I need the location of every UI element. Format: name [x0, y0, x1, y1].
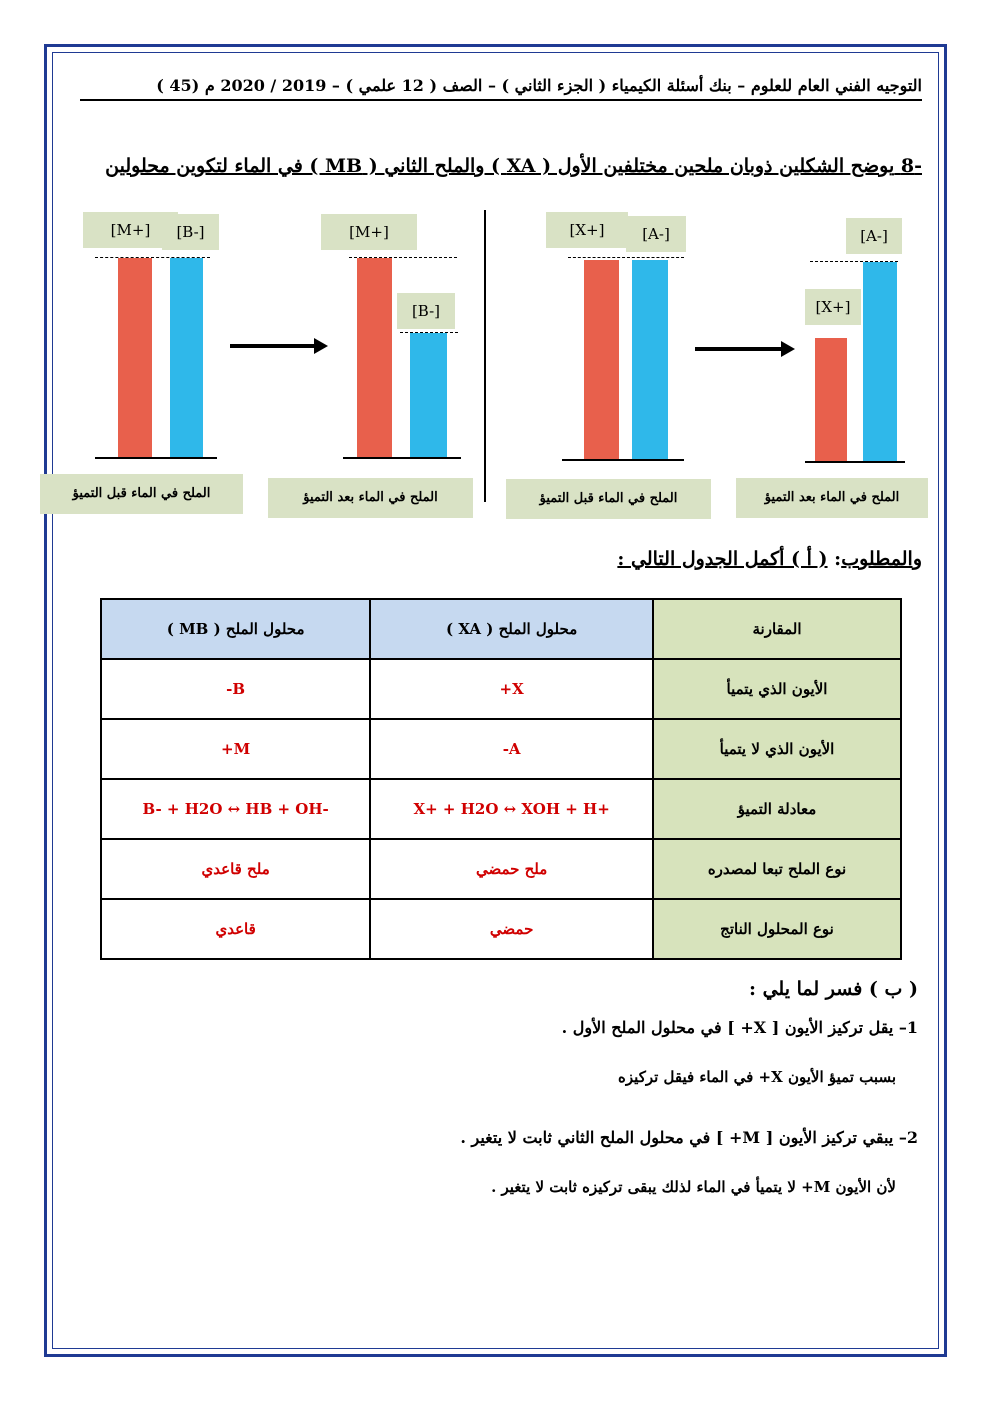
baseline: [95, 457, 217, 459]
table-row: [101, 839, 901, 899]
bar-cation-x: [584, 260, 619, 460]
cell-mb: B-: [101, 659, 370, 719]
bar-anion-b: [410, 333, 447, 458]
table-header-row: [101, 599, 901, 659]
ion-label-a-before: [A-]: [626, 216, 686, 252]
row-label: الأيون الذي يتميأ: [653, 659, 901, 719]
explain-item-2: [460, 1128, 918, 1147]
item-number: 1–: [898, 1018, 918, 1037]
cell-mb: B- + H2O ↔ HB + OH-: [101, 779, 370, 839]
cell-mb: M+: [101, 719, 370, 779]
cell-xa: حمضي: [370, 899, 653, 959]
table-row: [101, 719, 901, 779]
bar-cation-x: [815, 338, 847, 462]
baseline: [562, 459, 684, 461]
page-header: التوجيه الفني العام للعلوم – بنك أسئلة الكيمياء ( الجزء الثاني ) – الصف ( 12 علمي ) – 2019 / 2020 م (45 ): [80, 76, 922, 101]
required-label: والمطلوب: [841, 548, 922, 570]
ion-label-x-after: [X+]: [805, 289, 861, 325]
ion-label-b-before: [B-]: [162, 214, 219, 250]
question-number: -8: [900, 155, 922, 177]
header-xa: محلول الملح ( XA ): [370, 599, 653, 659]
baseline: [805, 461, 905, 463]
header-mb: محلول الملح ( MB ): [101, 599, 370, 659]
cell-xa: X+ + H2O ↔ XOH + H+: [370, 779, 653, 839]
question-title: [68, 155, 922, 177]
row-label: الأيون الذي لا يتميأ: [653, 719, 901, 779]
dashed-level-line: [568, 257, 684, 258]
question-text: يوضح الشكلين ذوبان ملحين مختلفين الأول ( XA ) والملح الثاني ( MB ) في الماء لتكوين محلولين: [105, 155, 895, 177]
arrow-right-icon: [314, 338, 328, 354]
baseline: [343, 457, 461, 459]
cell-xa: A-: [370, 719, 653, 779]
item-statement: يقل تركيز الأيون [ X+ ] في محلول الملح الأول .: [561, 1018, 894, 1037]
row-label: معادلة التميؤ: [653, 779, 901, 839]
ion-label-b-after: [B-]: [397, 293, 455, 329]
part-a-label: ( أ ) أكمل الجدول التالي :: [617, 548, 828, 570]
explain-answer-2: لأن الأيون M+ لا يتميأ في الماء لذلك يبقى تركيزه ثابت لا يتغير .: [491, 1178, 896, 1196]
ion-label-m-before: [M+]: [83, 212, 178, 248]
item-statement: يبقي تركيز الأيون [ M+ ] في محلول الملح الثاني ثابت لا يتغير .: [460, 1128, 894, 1147]
required-heading: والمطلوب: ( أ ) أكمل الجدول التالي :: [617, 548, 922, 570]
table-row: [101, 779, 901, 839]
cell-xa: X+: [370, 659, 653, 719]
ion-label-m-after: [M+]: [321, 214, 417, 250]
diagram-divider: [484, 210, 486, 502]
bar-cation-m: [357, 258, 392, 458]
arrow-line: [230, 344, 316, 348]
arrow-line: [695, 347, 783, 351]
caption-mb-after: الملح في الماء بعد التميؤ: [268, 478, 473, 518]
ion-label-a-after: [A-]: [846, 218, 902, 254]
bar-anion-b: [170, 258, 203, 458]
bar-anion-a: [632, 260, 668, 460]
row-label: نوع الملح تبعا لمصدره: [653, 839, 901, 899]
bar-anion-a: [863, 262, 897, 462]
item-number: 2–: [898, 1128, 918, 1147]
cell-mb: قاعدي: [101, 899, 370, 959]
arrow-right-icon: [781, 341, 795, 357]
caption-xa-before: الملح في الماء قبل التميؤ: [506, 479, 711, 519]
ion-label-x-before: [X+]: [546, 212, 628, 248]
caption-mb-before: الملح في الماء قبل التميؤ: [40, 474, 243, 514]
bar-cation-m: [118, 258, 152, 458]
cell-mb: ملح قاعدي: [101, 839, 370, 899]
caption-xa-after: الملح في الماء بعد التميؤ: [736, 478, 928, 518]
row-label: نوع المحلول الناتج: [653, 899, 901, 959]
table-row: [101, 899, 901, 959]
part-b-heading: ( ب ) فسر لما يلي :: [748, 978, 918, 1000]
explain-answer-1: بسبب تميؤ الأيون X+ في الماء فيقل تركيزه: [618, 1068, 896, 1086]
header-compare: المقارنة: [653, 599, 901, 659]
cell-xa: ملح حمضي: [370, 839, 653, 899]
table-row: [101, 659, 901, 719]
explain-item-1: [562, 1018, 918, 1037]
comparison-table: [100, 598, 902, 960]
